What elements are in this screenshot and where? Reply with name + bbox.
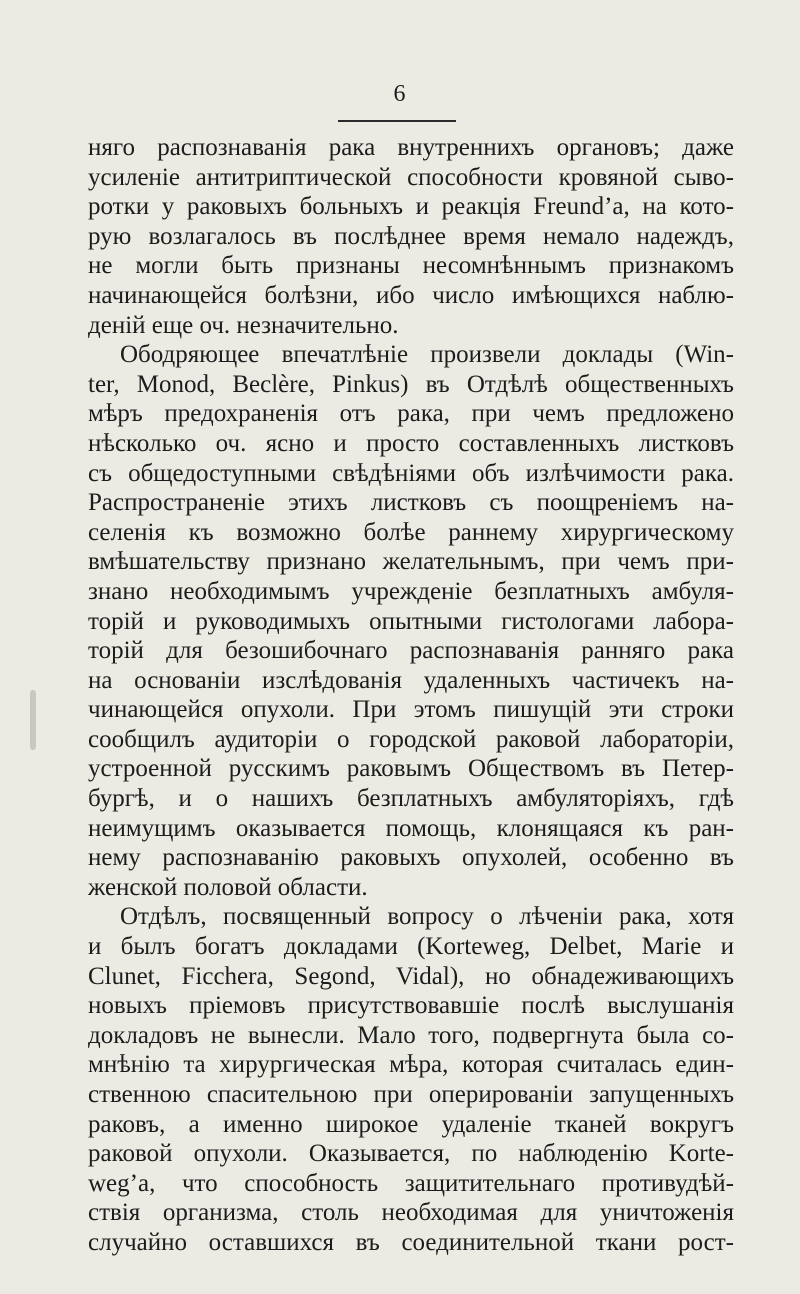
text-line: ственною спасительною при оперированіи запущенныхъ [88, 1081, 734, 1108]
text-line: Распространеніе этихъ листковъ съ поощреніемъ на- [88, 489, 734, 517]
text-line: торій для безошибочнаго распознаванія ранняго рака [88, 637, 734, 665]
text-line: женской половой области. [88, 873, 368, 901]
text-line: чинающейся опухоли. При этомъ пишущій эти строки [88, 696, 734, 724]
text-line: докладовъ не вынесли. Мало того, подвергнута была со- [88, 1021, 734, 1049]
header-rule [338, 120, 456, 122]
text-line: новыхъ пріемовъ присутствовавшіе послѣ выслушанія [88, 992, 734, 1020]
text-line: раковъ, а именно широкое удаленіе тканей вокругъ [88, 1110, 734, 1138]
page-edge-shadow [30, 690, 36, 750]
text-line: Clunet, Ficchera, Segond, Vidal), но обнадеживающихъ [88, 962, 734, 990]
page-number: 6 [393, 81, 407, 107]
text-line: начинающейся болѣзни, ибо число имѣющихся наблю- [88, 281, 734, 309]
text-line: нему распознаванію раковыхъ опухолей, особенно въ [88, 844, 734, 872]
text-line: weg’а, что способность защитительнаго противудѣй- [88, 1169, 734, 1197]
text-line: Отдѣлъ, посвященный вопросу о лѣченіи рака, хотя [120, 903, 734, 931]
text-line: съ общедоступными свѣдѣніями объ излѣчимости рака. [88, 459, 734, 487]
text-line: торій и руководимыхъ опытными гистологами лабора- [88, 607, 734, 635]
text-line: не могли быть признаны несомнѣннымъ признакомъ [88, 252, 734, 280]
text-line: нѣсколько оч. ясно и просто составленныхъ листковъ [88, 429, 734, 457]
text-line: и былъ богатъ докладами (Korteweg, Delbet, Marie и [88, 933, 734, 961]
text-line: случайно оставшихся въ соединительной ткани рост- [88, 1228, 734, 1256]
text-line: рую возлагалось въ послѣднее время немало надеждъ, [88, 222, 734, 250]
text-line: мнѣнію та хирургическая мѣра, которая считалась един- [88, 1051, 734, 1079]
text-line: устроенной русскимъ раковымъ Обществомъ въ Петер- [88, 755, 734, 783]
text-line: ter, Monod, Beclère, Pinkus) въ Отдѣлѣ общественныхъ [88, 370, 734, 398]
text-line: мѣръ предохраненія отъ рака, при чемъ предложено [88, 400, 734, 428]
text-line: ствія организма, столь необходимая для уничтоженія [88, 1199, 734, 1227]
text-line: бургѣ, и о нашихъ безплатныхъ амбуляторіяхъ, гдѣ [88, 785, 734, 813]
text-line: на основаніи изслѣдованія удаленныхъ частичекъ на- [88, 666, 734, 694]
text-line: няго распознаванія рака внутреннихъ органовъ; даже [88, 134, 734, 161]
text-line: Ободряющее впечатлѣніе произвели доклады (Win- [120, 341, 734, 369]
text-line: усиленіе антитриптической способности кровяной сыво- [88, 163, 734, 191]
text-line: вмѣшательству признано желательнымъ, при чемъ при- [88, 548, 734, 576]
text-line: сообщилъ аудиторіи о городской раковой лабораторіи, [88, 725, 734, 753]
text-line: ротки у раковыхъ больныхъ и реакція Freund’а, на кото- [88, 193, 734, 221]
text-line: раковой опухоли. Оказывается, по наблюденію Korte- [88, 1140, 734, 1168]
text-line: селенія къ возможно болѣе раннему хирургическому [88, 518, 734, 546]
text-line: неимущимъ оказывается помощь, клонящаяся къ ран- [88, 814, 734, 842]
text-line: деній еще оч. незначительно. [88, 311, 399, 339]
body-text [88, 133, 734, 1258]
text-line: знано необходимымъ учрежденіе безплатныхъ амбуля- [88, 577, 734, 605]
